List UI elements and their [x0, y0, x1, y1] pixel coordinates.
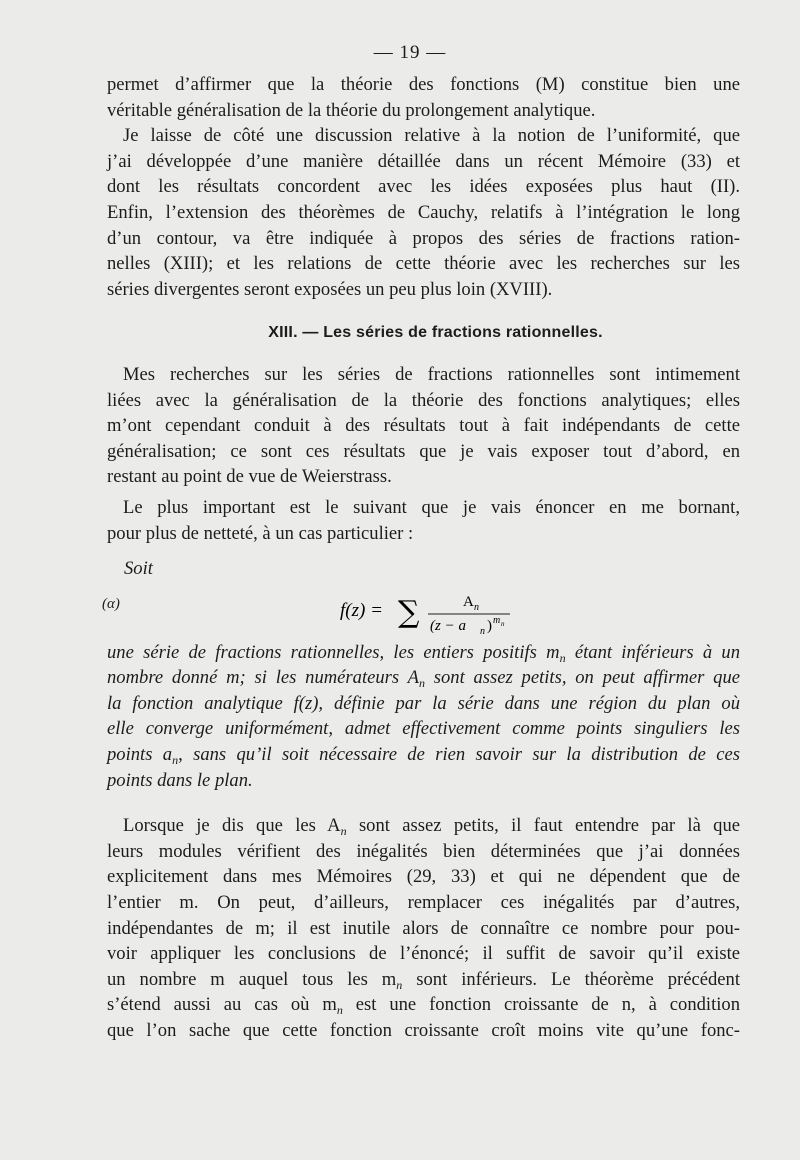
- text-line: voir appliquer les conclusions de l’énoncé; il suffit de savoir qu’il existe: [107, 943, 740, 965]
- text-line: m’ont cependant conduit à des résultats tout à fait indépendants de cette: [107, 415, 740, 437]
- section-heading: XIII. — Les séries de fractions rationnelles.: [268, 324, 603, 342]
- summation-symbol: ∑: [398, 594, 420, 630]
- text-line: Lorsque je dis que les $A_n$ sont assez petits, il faut entendre par là que: [123, 815, 740, 839]
- text-line: restant au point de vue de Weierstrass.: [107, 466, 392, 488]
- text-line: points $a_n$, sans qu’il soit nécessaire de rien savoir sur la distribution de ces: [107, 744, 741, 768]
- formula-expression: [340, 584, 580, 640]
- text-line: j’ai développée d’une manière détaillée dans un récent Mémoire (33) et: [107, 150, 740, 172]
- text-line: Enfin, l’extension des théorèmes de Cauchy, relatifs à l’intégration le long: [107, 201, 740, 223]
- text-line: une série de fractions rationnelles, les entiers positifs $m_n$ étant inférieurs à un: [107, 641, 740, 665]
- paragraph-uniformite: [107, 123, 740, 302]
- text-line: s’étend aussi au cas où $m_n$ est une fonction croissante de n, à condition: [107, 994, 741, 1018]
- text-line: indépendantes de m; il est inutile alors de connaître ce nombre pour pou-: [107, 917, 740, 939]
- text-line: permet d’affirmer que la théorie des fonctions (M) constitue bien une: [107, 74, 740, 95]
- formula-exponent: m: [493, 614, 501, 626]
- text-line: pour plus de netteté, à un cas particulier :: [107, 522, 414, 544]
- formula-label: (α): [102, 595, 120, 612]
- theorem-statement: [107, 640, 740, 794]
- text-line: explicitement dans mes Mémoires (29, 33) et qui ne dépendent que de: [107, 866, 740, 888]
- theorem-line-tail: $_n$ étant inférieurs à un: [559, 641, 740, 665]
- formula-numerator-subscript: n: [474, 601, 479, 613]
- formula-numerator: A: [463, 593, 474, 610]
- text-line: la fonction analytique f(z), définie par la série dans une région du plan où: [107, 692, 740, 714]
- formula-svg: [340, 584, 580, 640]
- formula-exponent-subscript: n: [501, 619, 505, 628]
- formula-denominator: (z − a: [430, 617, 466, 634]
- formula-denominator-subscript: n: [480, 625, 485, 637]
- text-line: généralisation; ce sont ces résultats que je vais exposer tout d’abord, en: [107, 440, 740, 462]
- text-line: Mes recherches sur les séries de fractions rationnelles sont intimement: [123, 363, 740, 385]
- text-line: liées avec la généralisation de la théorie des fonctions analytiques; elles: [107, 389, 740, 411]
- text-line: que l’on sache que cette fonction croissante croît moins vite qu’une fonc-: [107, 1020, 740, 1041]
- formula-denominator-close: ): [487, 617, 492, 634]
- text-line: leurs modules vérifient des inégalités bien déterminées que j’ai données: [107, 840, 740, 862]
- text-line: séries divergentes seront exposées un peu plus loin (XVIII).: [107, 278, 553, 300]
- paragraph-plus-important: [107, 495, 740, 546]
- text-line: véritable généralisation de la théorie du prolongement analytique.: [107, 99, 596, 121]
- paragraph-recherches: [107, 362, 740, 490]
- text-line: elle converge uniformément, admet effectivement comme points singuliers les: [107, 718, 740, 740]
- soit-label: Soit: [124, 558, 153, 580]
- text-line: points dans le plan.: [107, 769, 253, 791]
- formula-alpha: [102, 584, 740, 640]
- text-line: dont les résultats concordent avec les idées exposées plus haut (II).: [107, 176, 740, 198]
- formula-lhs: f(z) =: [340, 599, 383, 621]
- paragraph-continuation: [107, 72, 740, 123]
- text-line: nombre donné m; si les numérateurs $A_n$ sont assez petits, on peut affirmer que: [107, 667, 741, 691]
- paragraph-assez-petits: [107, 813, 740, 1043]
- text-line: d’un contour, va être indiquée à propos des séries de fractions ration-: [107, 227, 740, 249]
- text-line: un nombre m auquel tous les $m_n$ sont inférieurs. Le théorème précédent: [107, 968, 740, 992]
- text-line: nelles (XIII); et les relations de cette théorie avec les recherches sur les: [107, 253, 740, 275]
- text-line: Le plus important est le suivant que je vais énoncer en me bornant,: [123, 496, 740, 518]
- page-body: [102, 72, 741, 1044]
- text-line: Je laisse de côté une discussion relative à la notion de l’uniformité, que: [123, 125, 740, 147]
- text-line: l’entier m. On peut, d’ailleurs, remplacer ces inégalités par d’autres,: [107, 892, 740, 914]
- page-number: — 19 —: [373, 42, 447, 63]
